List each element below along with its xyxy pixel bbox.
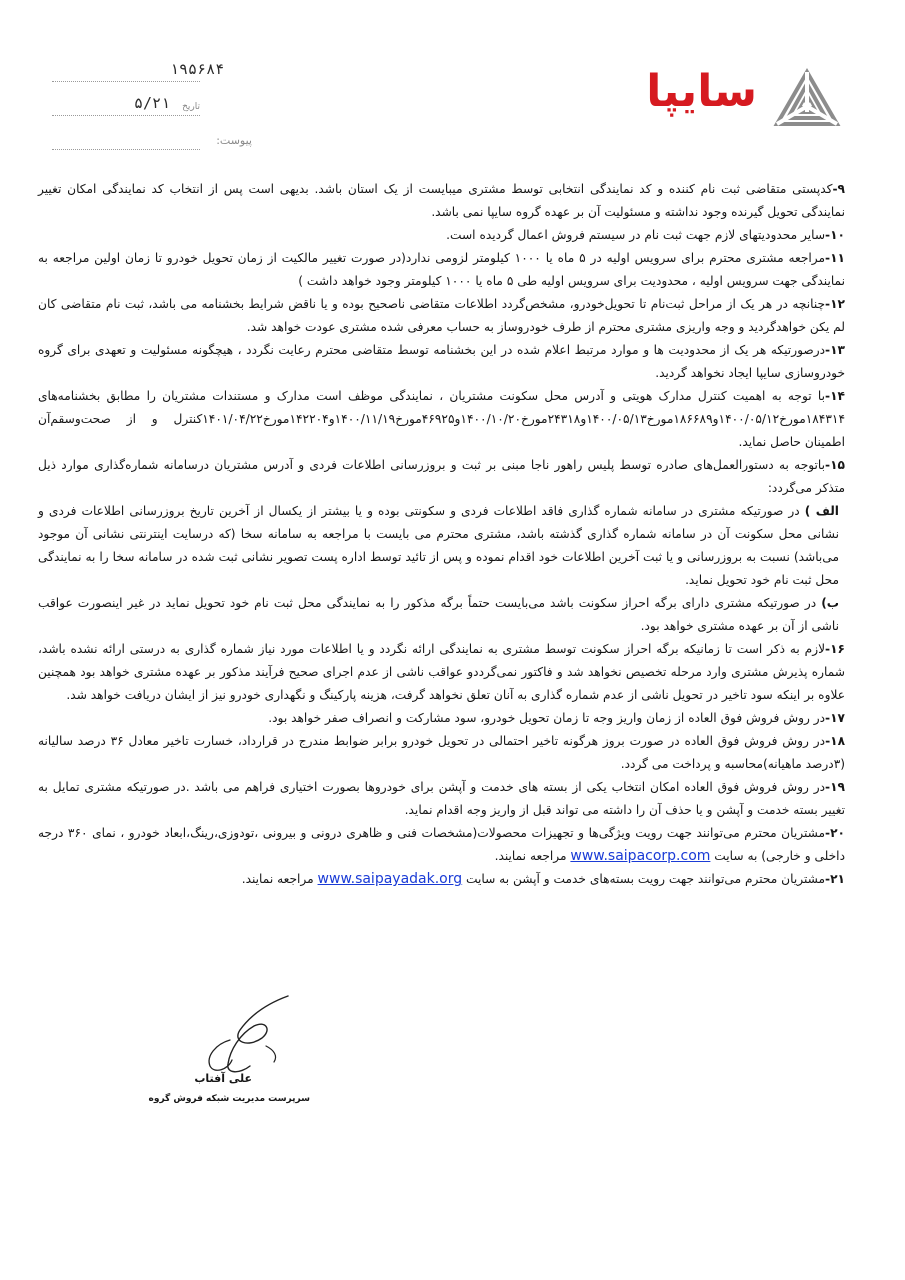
clause-item <box>38 247 845 293</box>
attachment-label: پیوست: <box>216 134 252 147</box>
sub-clause-label: الف ) <box>804 504 839 518</box>
sub-clause <box>38 500 845 592</box>
letter-date-row <box>52 92 252 126</box>
clause-text: کدپستی متقاضی ثبت نام کننده و کد نمایندگی انتخابی توسط مشتری میبایست از یک استان باشد. بدیهی است پس از انتخاب کد نمایندگی امکان تغییر نمایندگی تحویل گیرنده وجود نداشته و مسئولیت آن بر عهده گروه سایپا نمی باشد. <box>38 182 845 219</box>
clause-number: ۱۴- <box>825 389 845 403</box>
clause-text: در روش فروش فوق العاده از زمان واریز وجه تا زمان تحویل خودرو، سود مشارکت و انصراف صفر خواهد بود. <box>268 711 826 725</box>
clause-number: ۱۲- <box>825 297 845 311</box>
clause-text: درصورتیکه هر یک از محدودیت ها و موارد مرتبط اعلام شده در این بخشنامه توسط متقاضی محترم رعایت نگردد ، هیچگونه مسئولیت و تعهدی برای گروه خودروسازی سایپا ایجاد نخواهد گردید. <box>38 343 845 380</box>
signatory-name: علی آفتاب <box>194 1072 252 1085</box>
clause-number: ۹- <box>832 182 845 196</box>
clause-item <box>38 776 845 822</box>
signature-block <box>150 990 310 1120</box>
clause-text: باتوجه به دستورالعمل‌های صادره توسط پلیس راهور ناجا مبنی بر ثبت و بروزرسانی اطلاعات فردی و آدرس مشتریان درسامانه شماره‌گذاری موارد ذیل متذکر می‌گردد: <box>38 458 845 495</box>
clause-item <box>38 730 845 776</box>
website-link[interactable]: www.saipayadak.org <box>317 871 463 887</box>
clause-item <box>38 385 845 454</box>
date-label: تاریخ <box>182 102 200 112</box>
letter-meta <box>52 58 252 160</box>
clause-text-after-link: مراجعه نمایند. <box>241 872 314 886</box>
saipa-logo <box>603 62 843 142</box>
clause-text: سایر محدودیتهای لازم جهت ثبت نام در سیستم فروش اعمال گردیده است. <box>446 228 826 242</box>
letter-attachment-row <box>52 126 252 160</box>
clause-number: ۱۱- <box>825 251 845 265</box>
clause-number: ۱۸- <box>825 734 846 748</box>
website-link[interactable]: www.saipacorp.com <box>570 848 711 864</box>
clause-item <box>38 224 845 247</box>
clause-item <box>38 822 845 868</box>
clause-number: ۱۹- <box>825 780 845 794</box>
clause-text: در روش فروش فوق العاده در صورت بروز هرگونه تاخیر احتمالی در تحویل خودرو برابر ضوابط مندرج در قرارداد، خسارت تاخیر معادل ۳۶ درصد سالیانه (۳درصد ماهیانه)محاسبه و پرداخت می گردد. <box>38 734 845 771</box>
signatory-title: سرپرست مدیریت شبکه فروش گروه <box>148 1094 310 1104</box>
letter-date: ۵/۲۱ <box>134 94 171 112</box>
clause-text: با توجه به اهمیت کنترل مدارک هویتی و آدرس محل سکونت مشتریان ، نمایندگی موظف است مدارک و مستندات مشتریان را مطابق بخشنامه‌های ۱۸۴۳۱۴مورخ۱۴۰۰/۰۵/۱۲و۱۸۶۶۸۹مورخ۱۴۰۰/۰۵/۱۳و۲۴۳۱۸مورخ۱۴۰۰/۱۰/۲۰و۴۶۹۲۵مورخ۱۴۰۰/۱۱/۱۹و۱۴۲۲۰۴مورخ۱۴۰۱/۰۴/۲۲کنترل و از صحت‌وسقم‌آن اطمینان حاصل نماید. <box>38 389 845 449</box>
clause-text: در صورتیکه مشتری در سامانه شماره گذاری فاقد اطلاعات فردی و سکونتی بوده و یا بیشتر از یکسال از آخرین تاریخ بروزرسانی اطلاعات فردی و نشانی محل سکونت آن در سامانه شماره گذاری گذشته باشد، مشتری محترم می بایست با مراجعه به سامانه سخا (که درسایت اینترنتی نشانی آن موجود می‌باشد) نسبت به بروزرسانی و یا ثبت آخرین اطلاعات خود اقدام نموده و پس از تائید توسط اداره پست تصویر نشانی ثبت شده در سامانه سخا را به نمایندگی محل ثبت نام خود تحویل نماید. <box>38 504 839 587</box>
clause-number: ۱۵- <box>825 458 845 472</box>
clause-number: ۱۳- <box>825 343 845 357</box>
clause-number: ۱۰- <box>825 228 845 242</box>
logo-text: سایپا <box>646 66 757 117</box>
clause-number: ۲۰- <box>825 826 845 840</box>
saipa-emblem-icon <box>771 66 843 138</box>
clause-number: ۱۶- <box>825 642 845 656</box>
clause-text: در روش فروش فوق العاده امکان انتخاب یکی از بسته های خدمت و آپشن برای خودروها بصورت اختیاری فراهم می باشد .در صورتیکه مشتری تمایل به تغییر بسته خدمت و آپشن و یا حذف آن را داشته می تواند قبل از واریز وجه اقدام نماید. <box>38 780 845 817</box>
clause-text-after-link: مراجعه نمایند. <box>494 849 567 863</box>
clause-item <box>38 454 845 500</box>
clause-text: در صورتیکه مشتری دارای برگه احراز سکونت باشد می‌بایست حتماً برگه مذکور را به نمایندگی محل ثبت نام خود تحویل نماید در غیر اینصورت عواقب ناشی از آن بر عهده مشتری خواهد بود. <box>38 596 839 633</box>
clause-item <box>38 339 845 385</box>
clause-item <box>38 178 845 224</box>
dotted-line <box>52 149 200 150</box>
clause-text: مشتریان محترم می‌توانند جهت رویت ویژگی‌ها و تجهیزات محصولات(مشخصات فنی و ظاهری درونی و بیرونی ،تودوزی،رینگ،ابعاد خودرو ، نمای ۳۶۰ درجه داخلی و خارجی) به سایت <box>38 826 845 863</box>
letter-number-row <box>52 58 252 92</box>
clause-number: ۱۷- <box>825 711 845 725</box>
sub-clause-label: ب) <box>821 596 840 610</box>
letter-body <box>38 178 845 891</box>
clause-item <box>38 707 845 730</box>
clause-text: لازم به ذکر است تا زمانیکه برگه احراز سکونت توسط مشتری به نمایندگی ارائه نگردد و یا اطلاعات مورد نیاز شماره گذاری به درستی ارائه نشده باشد، شماره پذیرش مشتری وارد مرحله تخصیص نخواهد شد و فاکتور نمی‌گرددو عواقب ناشی از عدم اجرای صحیح فرآیند مذکور بر عهده مشتری خواهد بود همچنین علاوه بر اینکه سود تاخیر در تحویل ناشی از عدم شماره گذاری به آنان تعلق نخواهد گرفت، هزینه پارکینگ و نگهداری خودرو نیز از ایشان دریافت خواهد شد. <box>38 642 845 702</box>
clause-item <box>38 868 845 891</box>
letter-number: ۱۹۵۶۸۴ <box>170 60 225 78</box>
clause-text: مراجعه مشتری محترم برای سرویس اولیه در ۵ ماه یا ۱۰۰۰ کیلومتر لزومی ندارد(در صورت تغییر مالکیت از زمان تحویل خودرو تا زمان اولین مراجعه به نمایندگی جهت سرویس اولیه ، محدودیت برای سرویس اولیه طی ۵ ماه یا ۱۰۰۰ کیلومتر وجود خواهد داشت ) <box>38 251 845 288</box>
clause-number: ۲۱- <box>825 872 845 886</box>
dotted-line <box>52 81 200 82</box>
clause-text: چنانچه در هر یک از مراحل ثبت‌نام تا تحویل‌خودرو، مشخص‌گردد اطلاعات متقاضی ناصحیح بوده و یا ناقض شرایط بخشنامه می باشد، ثبت نام متقاضی کان لم یکن خواهدگردید و وجه واریزی مشتری محترم از طرف خودروساز به حساب معرفی شده مشتری عودت خواهد شد. <box>38 297 845 334</box>
clause-item <box>38 293 845 339</box>
handwritten-signature <box>170 990 300 1082</box>
clause-text: مشتریان محترم می‌توانند جهت رویت بسته‌های خدمت و آپشن به سایت <box>466 872 826 886</box>
dotted-line <box>52 115 200 116</box>
sub-clause <box>38 592 845 638</box>
clause-item <box>38 638 845 707</box>
